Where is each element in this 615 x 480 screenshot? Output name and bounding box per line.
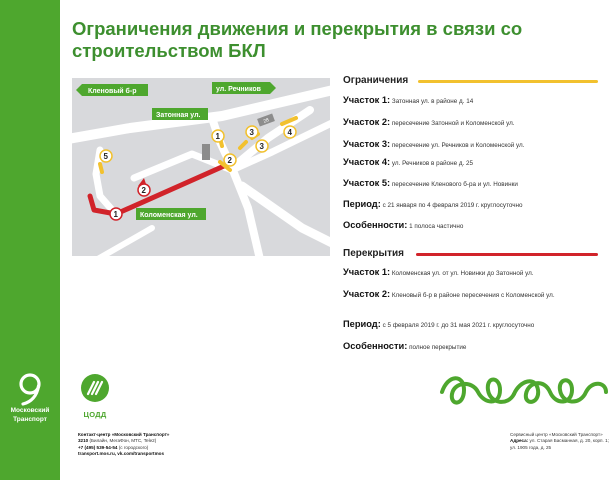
svg-text:Коломенская ул.: Коломенская ул. [140, 212, 198, 219]
moscow-transport-logo [0, 372, 60, 423]
marker-restriction-4 [284, 126, 296, 138]
decorative-ornament [438, 372, 610, 412]
label-klenovy [76, 84, 148, 96]
address-line-1: ул. Старая Басманная, д. 20, корп. 1; [529, 438, 609, 444]
svg-text:1: 1 [113, 210, 118, 219]
svg-text:3: 3 [259, 142, 264, 151]
label-kolomenskaya [136, 208, 206, 220]
closure-period: Период: с 5 февраля 2019 г. до 31 мая 2021 г. круглосуточно [343, 319, 535, 329]
svg-text:2: 2 [141, 186, 146, 195]
phone-note: (с городского) [118, 444, 149, 450]
closures-heading: Перекрытия [343, 248, 404, 259]
label-zatonnaya [152, 108, 208, 120]
moscow-transport-icon [15, 372, 45, 406]
service-center-title: Сервисный центр «Московский Транспорт» [510, 432, 603, 437]
marker-restriction-1 [212, 130, 224, 142]
restriction-period: Период: с 21 января по 4 февраля 2019 г. круглосуточно [343, 199, 523, 209]
phone-number: +7 (495) 539-54-54 [78, 444, 118, 450]
restriction-seg-5 [100, 164, 102, 172]
contact-center-info [78, 432, 228, 458]
short-number: 3210 [78, 438, 89, 444]
restriction-item-4: Участок 4: ул. Речников в районе д. 25 [343, 157, 474, 167]
closure-item-1: Участок 1: Коломенская ул. от ул. Новинки до Затонной ул. [343, 267, 534, 277]
svg-text:2: 2 [227, 156, 232, 165]
mt-logo-line2: Транспорт [13, 415, 47, 423]
svg-text:4: 4 [287, 128, 292, 137]
restrictions-line [418, 80, 598, 83]
codd-label: ЦОДД [83, 410, 107, 419]
codd-logo [78, 373, 112, 419]
address-label: Адреса: [510, 438, 529, 444]
restriction-item-5: Участок 5: пересечение Кленового б-ра и ул. Новинки [343, 178, 518, 188]
restriction-item-2: Участок 2: пересечение Затонной и Коломенской ул. [343, 117, 515, 127]
metro-badge-label: 28 [262, 117, 270, 125]
marker-restriction-2 [224, 154, 236, 166]
svg-text:3: 3 [249, 128, 254, 137]
road-bottom [82, 228, 152, 256]
closure-item-2: Участок 2: Кленовый б-р в районе пересечения с Коломенской ул. [343, 289, 555, 299]
service-center-info [510, 432, 610, 451]
page-title: Ограничения движения и перекрытия в связи со строительством БКЛ [72, 18, 523, 61]
metro-badge-left [202, 144, 210, 160]
marker-restriction-3a [246, 126, 258, 138]
marker-closure-1 [110, 208, 122, 220]
svg-text:5: 5 [103, 152, 108, 161]
short-number-note: (Билайн, МегаФон, МТС, Tele2) [89, 438, 157, 444]
restriction-seg-3a [240, 142, 246, 148]
svg-text:Затонная ул.: Затонная ул. [156, 112, 201, 119]
website-links: transport.mos.ru, vk.com/transportmos [78, 451, 165, 457]
restrictions-heading: Ограничения [343, 75, 409, 86]
label-rechnikov [212, 82, 276, 94]
contact-center-title: Контакт-центр «Московский Транспорт» [78, 432, 170, 437]
marker-closure-2 [138, 184, 150, 196]
svg-text:ул. Речников: ул. Речников [216, 86, 261, 93]
mt-logo-line1: Московский [10, 407, 50, 414]
restriction-item-1: Участок 1: Затонная ул. в районе д. 14 [343, 95, 474, 105]
map-drawing [72, 78, 330, 256]
svg-text:Кленовый б-р: Кленовый б-р [88, 88, 137, 95]
restriction-item-3: Участок 3: пересечение ул. Речников и Коломенской ул. [343, 139, 525, 149]
codd-icon [80, 373, 110, 403]
closure-features: Особенности: полное перекрытие [343, 341, 467, 351]
closures-line [416, 253, 598, 256]
restriction-features: Особенности: 1 полоса частично [343, 220, 464, 230]
address-line-2: ул. 1905 года, д. 25 [510, 444, 552, 450]
marker-restriction-5 [100, 150, 112, 162]
marker-restriction-3b [256, 140, 268, 152]
construction-map [72, 78, 330, 256]
svg-text:1: 1 [215, 132, 220, 141]
